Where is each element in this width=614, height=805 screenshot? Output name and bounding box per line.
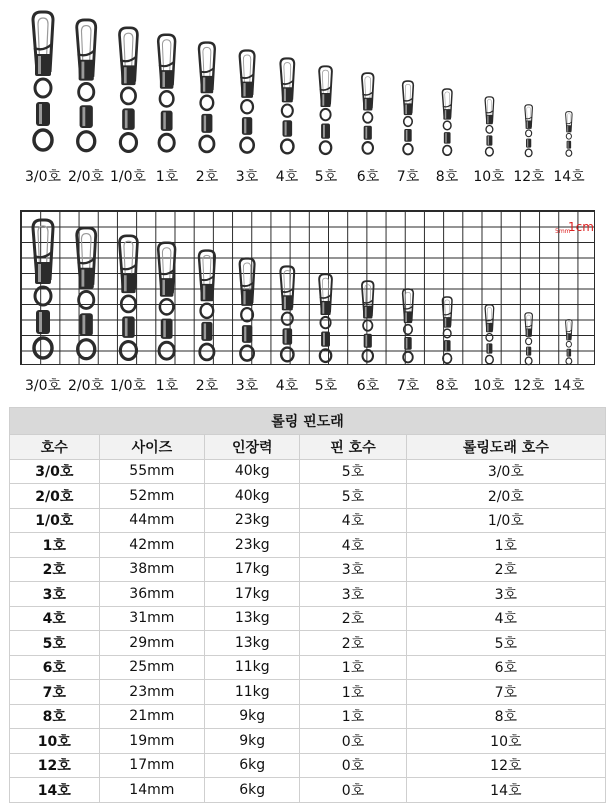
table-row bbox=[10, 704, 606, 729]
column-header: 사이즈 bbox=[99, 435, 205, 460]
table-cell: 2/0호 bbox=[406, 484, 605, 509]
size-label: 10호 bbox=[473, 378, 505, 394]
swivel-row-grid bbox=[0, 200, 614, 405]
table-cell: 44mm bbox=[99, 508, 205, 533]
table-row bbox=[10, 631, 606, 656]
table-cell: 12호 bbox=[406, 753, 605, 778]
spec-table bbox=[9, 407, 606, 803]
table-cell: 11kg bbox=[205, 680, 300, 705]
table-cell: 52mm bbox=[99, 484, 205, 509]
size-label: 5호 bbox=[314, 378, 338, 394]
table-row bbox=[10, 508, 606, 533]
table-cell: 17kg bbox=[205, 557, 300, 582]
size-label: 7호 bbox=[396, 169, 420, 185]
size-label: 12호 bbox=[513, 169, 545, 185]
table-cell: 23kg bbox=[205, 508, 300, 533]
swivel-image bbox=[440, 296, 454, 368]
table-cell: 0호 bbox=[300, 729, 406, 754]
table-title: 롤링 핀도래 bbox=[10, 408, 606, 435]
table-cell: 17mm bbox=[99, 753, 205, 778]
size-label: 2/0호 bbox=[67, 169, 105, 185]
scale-label-5mm: 5mm bbox=[555, 228, 571, 235]
table-cell: 2호 bbox=[300, 606, 406, 631]
table-cell: 13kg bbox=[205, 606, 300, 631]
swivel-image bbox=[154, 241, 179, 368]
size-label: 3/0호 bbox=[24, 378, 62, 394]
table-cell: 5호 bbox=[300, 484, 406, 509]
size-label: 3호 bbox=[235, 378, 259, 394]
swivel-image bbox=[28, 218, 58, 368]
size-label: 1호 bbox=[155, 378, 179, 394]
table-cell: 14호 bbox=[10, 778, 100, 803]
table-cell: 2호 bbox=[10, 557, 100, 582]
table-cell: 5호 bbox=[406, 631, 605, 656]
table-cell: 42mm bbox=[99, 533, 205, 558]
swivel-image bbox=[483, 304, 496, 368]
table-cell: 23kg bbox=[205, 533, 300, 558]
size-label: 8호 bbox=[435, 169, 459, 185]
size-label: 2/0호 bbox=[67, 378, 105, 394]
table-cell: 1/0호 bbox=[406, 508, 605, 533]
table-cell: 11kg bbox=[205, 655, 300, 680]
swivel-image bbox=[72, 226, 100, 368]
table-cell: 7호 bbox=[406, 680, 605, 705]
swivel-image bbox=[115, 234, 142, 368]
table-cell: 3호 bbox=[300, 582, 406, 607]
table-cell: 2호 bbox=[406, 557, 605, 582]
table-row bbox=[10, 655, 606, 680]
measurement-grid bbox=[20, 210, 595, 365]
size-label: 5호 bbox=[314, 169, 338, 185]
table-cell: 1호 bbox=[300, 704, 406, 729]
table-cell: 38mm bbox=[99, 557, 205, 582]
swivel-image bbox=[277, 265, 298, 368]
table-cell: 0호 bbox=[300, 753, 406, 778]
size-label: 4호 bbox=[275, 169, 299, 185]
size-label: 6호 bbox=[356, 169, 380, 185]
swivel-image bbox=[359, 72, 377, 160]
table-cell: 8호 bbox=[10, 704, 100, 729]
table-cell: 1호 bbox=[300, 655, 406, 680]
table-cell: 6호 bbox=[406, 655, 605, 680]
swivel-image bbox=[400, 80, 416, 160]
table-cell: 21mm bbox=[99, 704, 205, 729]
table-cell: 6호 bbox=[10, 655, 100, 680]
size-label: 1호 bbox=[155, 169, 179, 185]
table-cell: 4호 bbox=[300, 533, 406, 558]
swivel-image bbox=[359, 280, 377, 368]
table-cell: 36mm bbox=[99, 582, 205, 607]
size-label: 1/0호 bbox=[109, 378, 147, 394]
swivel-image bbox=[72, 18, 100, 160]
column-header: 호수 bbox=[10, 435, 100, 460]
size-label: 14호 bbox=[553, 169, 585, 185]
table-cell: 5호 bbox=[10, 631, 100, 656]
swivel-image bbox=[564, 319, 574, 368]
scale-label-1cm: 1cm bbox=[568, 220, 594, 234]
table-cell: 14호 bbox=[406, 778, 605, 803]
table-row bbox=[10, 557, 606, 582]
table-row bbox=[10, 680, 606, 705]
table-cell: 25mm bbox=[99, 655, 205, 680]
swivel-image bbox=[195, 249, 219, 368]
swivel-image bbox=[277, 57, 298, 160]
swivel-image bbox=[400, 288, 416, 368]
size-label: 14호 bbox=[553, 378, 585, 394]
size-label: 6호 bbox=[356, 378, 380, 394]
column-header: 인장력 bbox=[205, 435, 300, 460]
swivel-image bbox=[28, 10, 58, 160]
swivel-image bbox=[236, 257, 258, 368]
table-cell: 1/0호 bbox=[10, 508, 100, 533]
table-cell: 17kg bbox=[205, 582, 300, 607]
table-cell: 3/0호 bbox=[10, 459, 100, 484]
table-row bbox=[10, 778, 606, 803]
table-cell: 8호 bbox=[406, 704, 605, 729]
table-cell: 5호 bbox=[300, 459, 406, 484]
table-cell: 40kg bbox=[205, 484, 300, 509]
swivel-image bbox=[115, 26, 142, 160]
swivel-image bbox=[564, 111, 574, 160]
table-cell: 10호 bbox=[406, 729, 605, 754]
size-label: 12호 bbox=[513, 378, 545, 394]
table-row bbox=[10, 606, 606, 631]
swivel-row-plain bbox=[0, 0, 614, 200]
table-cell: 6kg bbox=[205, 778, 300, 803]
table-row bbox=[10, 533, 606, 558]
size-label: 2호 bbox=[195, 169, 219, 185]
table-cell: 19mm bbox=[99, 729, 205, 754]
column-header: 롤링도래 호수 bbox=[406, 435, 605, 460]
swivel-image bbox=[316, 65, 335, 160]
table-row bbox=[10, 484, 606, 509]
table-cell: 3호 bbox=[300, 557, 406, 582]
table-row bbox=[10, 729, 606, 754]
table-cell: 3호 bbox=[10, 582, 100, 607]
table-cell: 9kg bbox=[205, 704, 300, 729]
column-header: 핀 호수 bbox=[300, 435, 406, 460]
table-cell: 4호 bbox=[10, 606, 100, 631]
table-cell: 1호 bbox=[406, 533, 605, 558]
size-label: 3/0호 bbox=[24, 169, 62, 185]
table-cell: 13kg bbox=[205, 631, 300, 656]
swivel-image bbox=[236, 49, 258, 160]
table-cell: 29mm bbox=[99, 631, 205, 656]
size-label: 1/0호 bbox=[109, 169, 147, 185]
swivel-image bbox=[154, 33, 179, 160]
swivel-image bbox=[316, 273, 335, 368]
table-header-row bbox=[10, 435, 606, 460]
table-cell: 55mm bbox=[99, 459, 205, 484]
size-label: 7호 bbox=[396, 378, 420, 394]
size-label: 2호 bbox=[195, 378, 219, 394]
table-cell: 40kg bbox=[205, 459, 300, 484]
size-label: 8호 bbox=[435, 378, 459, 394]
size-label: 3호 bbox=[235, 169, 259, 185]
swivel-image bbox=[483, 96, 496, 160]
swivel-image bbox=[523, 104, 534, 160]
swivel-image bbox=[523, 312, 534, 368]
table-cell: 12호 bbox=[10, 753, 100, 778]
table-cell: 3/0호 bbox=[406, 459, 605, 484]
size-label: 4호 bbox=[275, 378, 299, 394]
table-cell: 4호 bbox=[406, 606, 605, 631]
table-cell: 9kg bbox=[205, 729, 300, 754]
table-cell: 2호 bbox=[300, 631, 406, 656]
table-row bbox=[10, 753, 606, 778]
table-row bbox=[10, 582, 606, 607]
table-cell: 3호 bbox=[406, 582, 605, 607]
table-cell: 1호 bbox=[10, 533, 100, 558]
table-cell: 7호 bbox=[10, 680, 100, 705]
table-cell: 23mm bbox=[99, 680, 205, 705]
table-cell: 31mm bbox=[99, 606, 205, 631]
table-cell: 10호 bbox=[10, 729, 100, 754]
table-cell: 1호 bbox=[300, 680, 406, 705]
size-label: 10호 bbox=[473, 169, 505, 185]
swivel-image bbox=[440, 88, 454, 160]
table-cell: 0호 bbox=[300, 778, 406, 803]
table-body bbox=[10, 459, 606, 802]
table-cell: 6kg bbox=[205, 753, 300, 778]
table-cell: 14mm bbox=[99, 778, 205, 803]
table-row bbox=[10, 459, 606, 484]
swivel-image bbox=[195, 41, 219, 160]
table-cell: 2/0호 bbox=[10, 484, 100, 509]
table-cell: 4호 bbox=[300, 508, 406, 533]
